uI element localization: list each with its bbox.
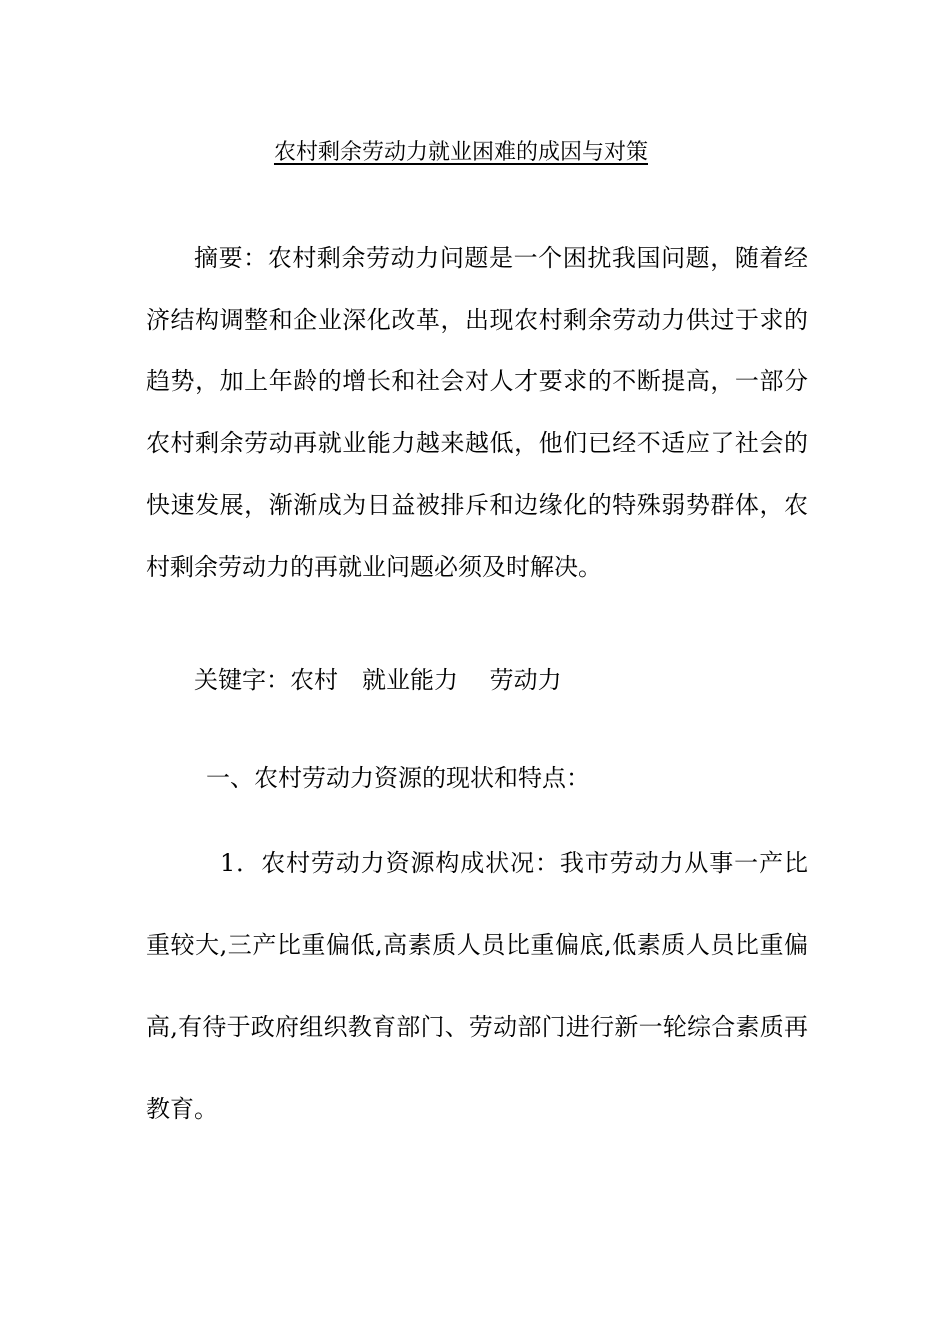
section-heading: 一、农村劳动力资源的现状和特点： [206, 764, 590, 792]
section-item-paragraph: 1．农村劳动力资源构成状况：我市劳动力从事一产比重较大,三产比重偏低,高素质人员比重偏底,低素质人员比重偏高,有待于政府组织教育部门、劳动部门进行新一轮综合素质再教育。 [146, 849, 808, 1123]
document-title: 农村剩余劳动力就业困难的成因与对策 [273, 140, 648, 165]
abstract-paragraph: 摘要：农村剩余劳动力问题是一个困扰我国问题，随着经济结构调整和企业深化改革，出现农村剩余劳动力供过于求的趋势，加上年龄的增长和社会对人才要求的不断提高，一部分农村剩余劳动再就业能力越来越低，他们已经不适应了社会的快速发展，渐渐成为日益被排斥和边缘化的特殊弱势群体，农村剩余劳动力的再就业问题必须及时解决。 [146, 244, 808, 581]
keywords-line: 关键字：农村 就业能力 劳动力 [194, 666, 562, 694]
